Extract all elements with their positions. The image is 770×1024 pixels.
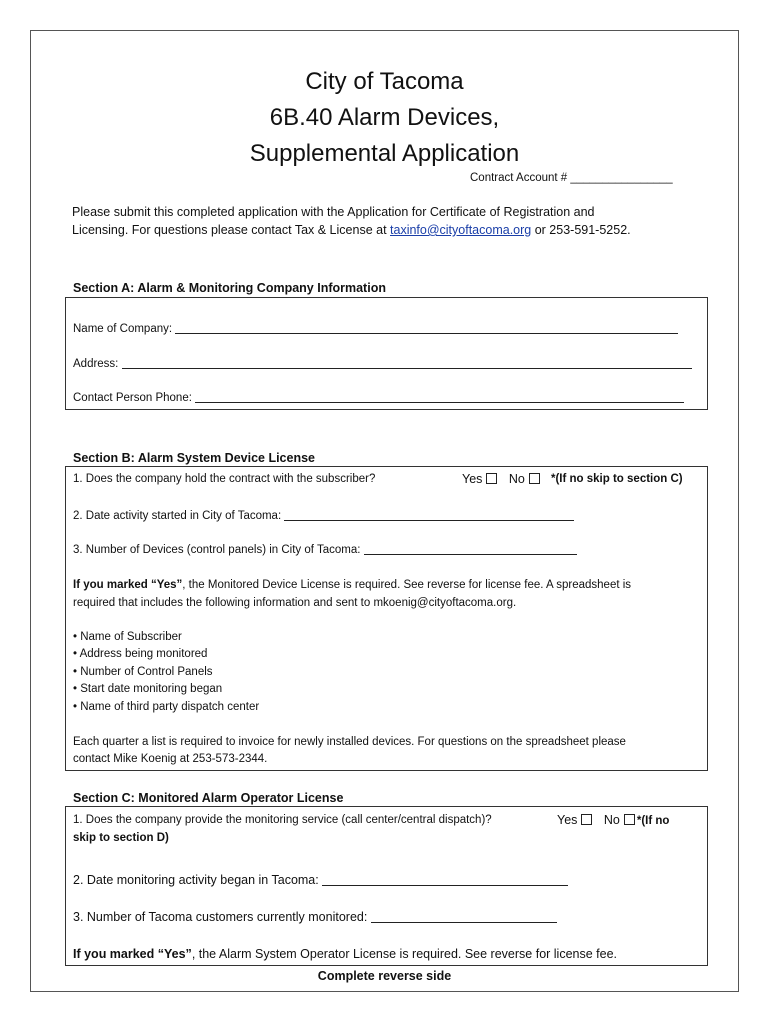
section-c-skip-note-a: *(If no — [636, 815, 670, 827]
intro-line-2-prefix: Licensing. For questions please contact Tax & License at — [72, 223, 391, 237]
section-c-q2-row[interactable] — [73, 873, 568, 887]
section-b-quarter-line2: contact Mike Koenig at 253-573-2344. — [73, 753, 268, 765]
section-b-q3-label: 3. Number of Devices (control panels) in City of Tacoma: — [73, 544, 361, 556]
section-b-devices-input[interactable] — [364, 554, 577, 555]
intro-line-2-suffix: or 253-591-5252. — [531, 223, 631, 237]
section-b-heading: Section B: Alarm System Device License — [73, 451, 315, 465]
address-label: Address: — [73, 358, 119, 370]
email-link[interactable]: taxinfo@cityoftacoma.org — [390, 223, 532, 237]
company-name-row[interactable] — [73, 323, 678, 335]
section-b-marked-bold: If you marked “Yes” — [73, 579, 183, 591]
section-c-q1: 1. Does the company provide the monitoring service (call center/central dispatch)? — [73, 814, 492, 826]
section-b-no-checkbox[interactable] — [529, 473, 540, 484]
bullet-item: • Name of third party dispatch center — [73, 701, 260, 713]
section-b-q1-options — [462, 472, 542, 486]
section-b-box — [65, 466, 708, 771]
company-name-input[interactable] — [175, 333, 678, 334]
section-b-q1: 1. Does the company hold the contract with the subscriber? — [73, 473, 376, 485]
section-c-skip-note-b: skip to section D) — [73, 832, 169, 844]
section-b-q2-row[interactable] — [73, 510, 574, 522]
section-c-box — [65, 806, 708, 966]
section-b-skip-note: *(If no skip to section C) — [551, 473, 683, 485]
section-b-date-input[interactable] — [284, 520, 574, 521]
section-c-marked-line — [73, 947, 617, 961]
section-c-q1-options — [557, 813, 669, 827]
complete-reverse-side: Complete reverse side — [317, 969, 452, 983]
section-c-no-label: No — [603, 813, 620, 827]
section-b-q2-label: 2. Date activity started in City of Tacoma: — [73, 510, 282, 522]
section-b-marked-rest: , the Monitored Device License is required. See reverse for license fee. A spreadsheet is — [182, 579, 632, 591]
section-c-yes-checkbox[interactable] — [581, 814, 592, 825]
title-supplemental: Supplemental Application — [249, 140, 520, 167]
section-b-quarter-line1: Each quarter a list is required to invoice for newly installed devices. For questions on the spreadsheet please — [73, 736, 626, 748]
section-b-marked-line2: required that includes the following information and sent to mkoenig@cityoftacoma.org. — [73, 597, 517, 609]
title-ordinance: 6B.40 Alarm Devices, — [269, 104, 500, 131]
section-c-no-checkbox[interactable] — [624, 814, 635, 825]
company-name-label: Name of Company: — [73, 323, 173, 335]
section-c-customers-input[interactable] — [371, 922, 557, 923]
section-b-yes-label: Yes — [462, 472, 483, 486]
contact-phone-row[interactable] — [73, 392, 684, 404]
section-c-q3-label: 3. Number of Tacoma customers currently monitored: — [73, 910, 368, 924]
section-a-box — [65, 297, 708, 410]
intro-line-1: Please submit this completed application with the Application for Certificate of Registration and — [72, 205, 595, 219]
section-c-q3-row[interactable] — [73, 910, 557, 924]
bullet-item: • Name of Subscriber — [73, 631, 182, 643]
section-b-q3-row[interactable] — [73, 544, 577, 556]
section-c-marked-bold: If you marked “Yes” — [73, 947, 192, 961]
contact-phone-label: Contact Person Phone: — [73, 392, 192, 404]
section-c-marked-rest: , the Alarm System Operator License is required. See reverse for license fee. — [191, 947, 618, 961]
section-c-date-input[interactable] — [322, 885, 568, 886]
title-city: City of Tacoma — [305, 68, 464, 95]
bullet-item: • Number of Control Panels — [73, 666, 213, 678]
section-b-no-label: No — [508, 472, 525, 486]
contact-phone-input[interactable] — [195, 402, 684, 403]
address-input[interactable] — [122, 368, 692, 369]
bullet-item: • Start date monitoring began — [73, 683, 223, 695]
section-c-yes-label: Yes — [557, 813, 578, 827]
bullet-item: • Address being monitored — [73, 648, 208, 660]
section-c-q2-label: 2. Date monitoring activity began in Tacoma: — [73, 873, 319, 887]
contract-account-field[interactable]: Contract Account # ________________ — [470, 172, 673, 184]
intro-line-2 — [72, 223, 631, 237]
section-b-marked-line1 — [73, 579, 631, 591]
section-a-heading: Section A: Alarm & Monitoring Company Information — [73, 281, 386, 295]
section-c-heading: Section C: Monitored Alarm Operator License — [73, 791, 344, 805]
section-b-yes-checkbox[interactable] — [486, 473, 497, 484]
address-row[interactable] — [73, 358, 692, 370]
